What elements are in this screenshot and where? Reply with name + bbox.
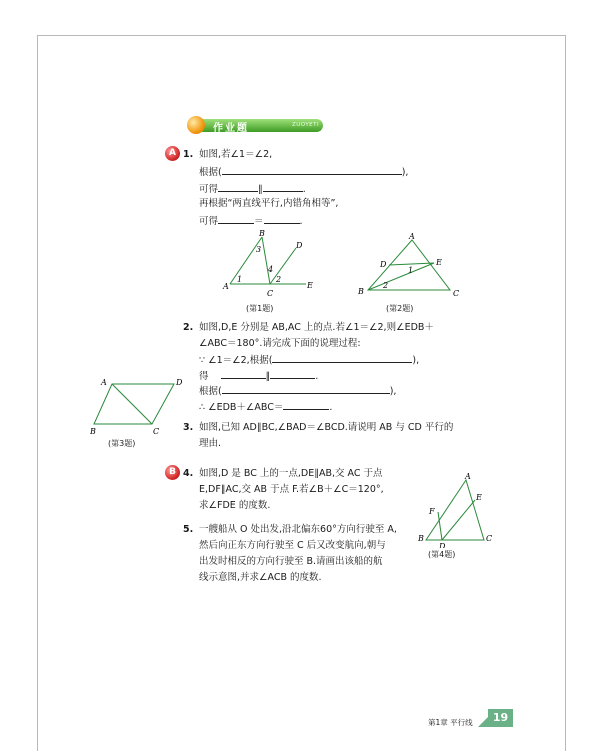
fig4-triangle-abc — [426, 480, 484, 540]
homework-header — [187, 116, 323, 134]
fig1-angle-2: 2 — [276, 275, 282, 284]
p5-line3: 出发时相反的方向行驶至 B.请画出该船的航 — [199, 556, 383, 567]
fig3-caption: (第3题) — [108, 439, 136, 448]
p2-number: 2. — [183, 322, 194, 333]
p3-line1: 如图,已知 AD∥BC,∠BAD＝∠BCD.请说明 AB 与 CD 平行的 — [199, 422, 454, 433]
fig4-label-d: D — [439, 542, 446, 548]
p1-line1: 如图,若∠1＝∠2, — [199, 149, 273, 160]
fig4-label-a: A — [465, 472, 471, 481]
fig1-line-bc — [262, 237, 270, 284]
p2-line3: ∵ ∠1＝∠2,根据( ), — [199, 352, 419, 367]
header-pinyin: ZUOYETI — [292, 122, 320, 128]
fig3-label-a: A — [101, 378, 107, 387]
p4-line3: 求∠FDE 的度数. — [199, 500, 271, 511]
fig4-caption: (第4题) — [428, 550, 456, 559]
fig1-angle-4: 4 — [268, 265, 274, 274]
fig3-label-c: C — [153, 427, 160, 436]
fig2-label-a: A — [409, 232, 415, 241]
p4-line1: 如图,D 是 BC 上的一点,DE∥AB,交 AC 于点 — [199, 468, 383, 479]
fig4-label-f: F — [429, 507, 435, 516]
fig3-parallelogram — [94, 384, 174, 424]
fig2-line-be — [368, 263, 434, 290]
fig2-line-de — [389, 263, 434, 265]
fig2-label-c: C — [453, 289, 460, 298]
p1-line3: 可得 ∥ . — [199, 181, 306, 196]
fig1-label-e: E — [307, 281, 313, 290]
fig1-angle-3: 3 — [256, 245, 262, 254]
footer-chapter: 第1章 平行线 — [428, 718, 473, 727]
p2-line6: ∴ ∠EDB＋∠ABC＝ . — [199, 399, 332, 414]
p5-line4: 线示意图,并求∠ACB 的度数. — [199, 572, 322, 583]
p3-number: 3. — [183, 422, 194, 433]
p1-line5: 可得 ＝ . — [199, 213, 303, 228]
section-b-badge: B — [165, 465, 180, 480]
fig1-label-d: D — [296, 241, 303, 250]
p2-line4: 得 ∥ . — [199, 368, 318, 383]
p3-line2: 理由. — [199, 438, 222, 449]
fig2-label-b: B — [358, 287, 364, 296]
header-title: 作业题 — [213, 123, 249, 134]
fig3-diagonal-ac — [112, 384, 152, 424]
orange-ball-icon — [187, 116, 205, 134]
page-number: 19 — [488, 709, 513, 727]
fig3-label-b: B — [90, 427, 96, 436]
figure-2 — [352, 232, 464, 302]
figure-4 — [414, 470, 496, 548]
fig2-angle-2: 2 — [383, 281, 389, 290]
fig2-label-e: E — [436, 258, 442, 267]
section-a-badge: A — [165, 146, 180, 161]
figure-3 — [90, 372, 192, 438]
fig3-label-d: D — [176, 378, 183, 387]
fig2-caption: (第2题) — [386, 304, 414, 313]
fig1-caption: (第1题) — [246, 304, 274, 313]
fig1-angle-1: 1 — [237, 275, 243, 284]
p5-line2: 然后向正东方向行驶至 C 后又改变航向,朝与 — [199, 540, 386, 551]
fig4-label-b: B — [418, 534, 424, 543]
p4-number: 4. — [183, 468, 194, 479]
figure-1 — [220, 228, 320, 300]
fig4-label-c: C — [486, 534, 493, 543]
fig4-line-de — [442, 500, 475, 540]
p2-line1: 如图,D,E 分别是 AB,AC 上的点.若∠1＝∠2,则∠EDB＋ — [199, 322, 434, 333]
p1-number: 1. — [183, 149, 194, 160]
fig1-line-cd — [270, 248, 296, 284]
fig1-label-b: B — [259, 229, 265, 238]
p5-number: 5. — [183, 524, 194, 535]
p5-line1: 一艘船从 O 处出发,沿北偏东60°方向行驶至 A, — [199, 524, 397, 535]
fig2-label-d: D — [380, 260, 387, 269]
fig4-label-e: E — [476, 493, 482, 502]
fig2-angle-1: 1 — [408, 266, 414, 275]
p1-line2: 根据( ), — [199, 164, 408, 179]
p2-line5: 根据( ), — [199, 383, 396, 398]
fig1-label-a: A — [223, 282, 229, 291]
p2-line2: ∠ABC＝180°.请完成下面的说理过程: — [199, 338, 361, 349]
p4-line2: E,DF∥AC,交 AB 于点 F.若∠B＋∠C＝120°, — [199, 484, 384, 495]
fig1-label-c: C — [267, 289, 274, 298]
p1-line4: 再根据“两直线平行,内错角相等”, — [199, 198, 339, 209]
